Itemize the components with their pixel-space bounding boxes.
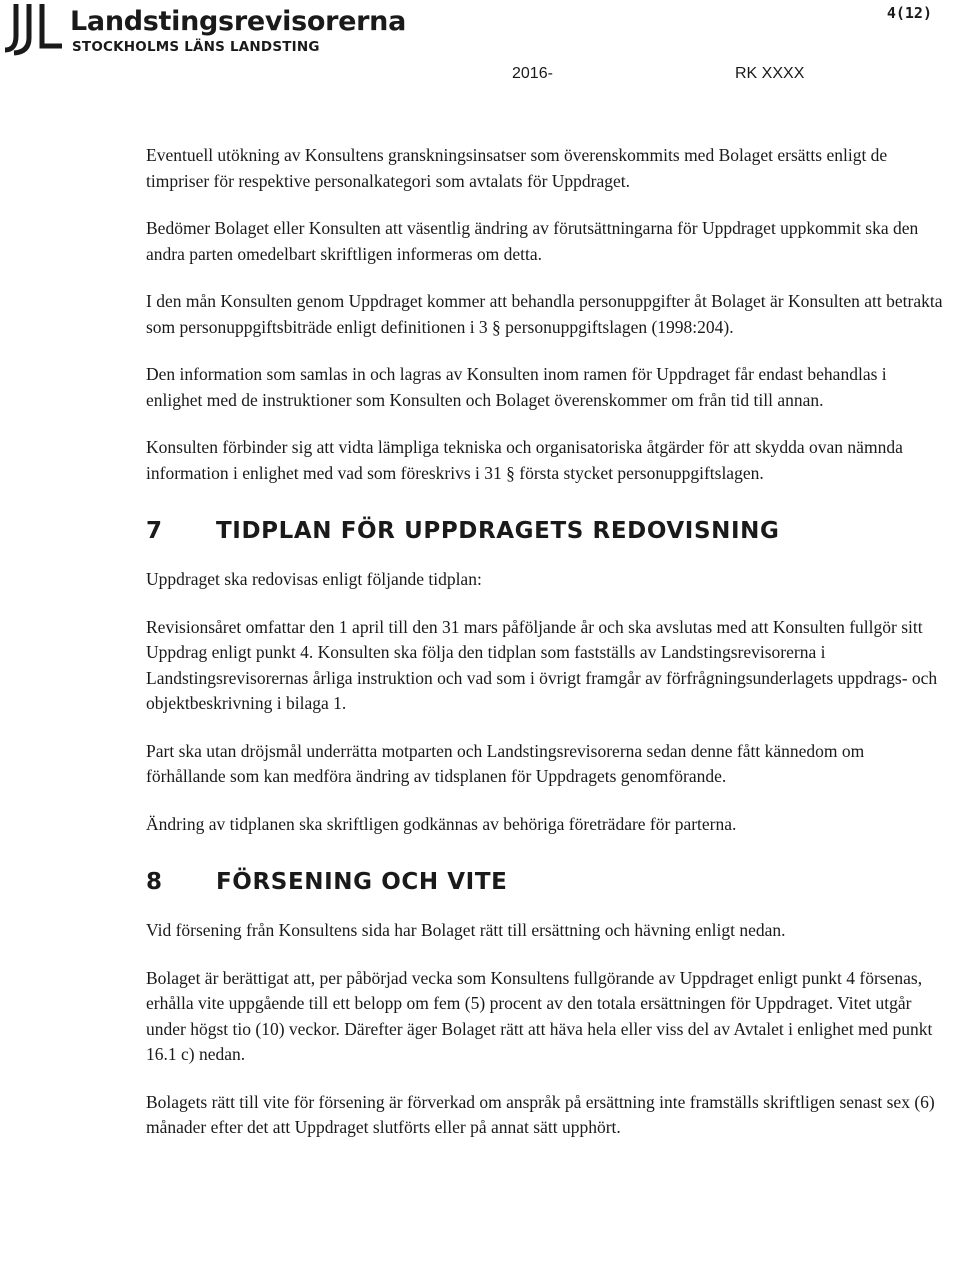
paragraph: Den information som samlas in och lagras av Konsulten inom ramen för Uppdraget får endast behandlas i enlighet med de instruktioner som Konsulten och Bolaget överenskommer om från tid till annan. xyxy=(146,364,887,410)
paragraph: Revisionsåret omfattar den 1 april till den 31 mars påföljande år och ska avslutas med att Konsulten fullgör sitt Uppdrag enligt punkt 4. Konsulten ska följa den tidplan som fastställs av Landstingsrevisorerna i Landstingsrevisorernas årliga instruktion och vad som i övrigt framgår av förfrågningsunderlagets uppdrags- och objektbeskrivning i bilaga 1. xyxy=(146,616,938,713)
paragraph: Vid försening från Konsultens sida har Bolaget rätt till ersättning och hävning enligt nedan. xyxy=(146,920,786,940)
section-title: FÖRSENING OCH VITE xyxy=(216,869,508,895)
paragraph: Eventuell utökning av Konsultens granskningsinsatser som överenskommits med Bolaget ersätts enligt de timpriser för respektive personalkategori som avtalats för Uppdraget. xyxy=(146,145,888,191)
section-heading-7 xyxy=(146,516,946,546)
document-body xyxy=(146,143,946,1163)
landsting-logo-icon xyxy=(2,2,66,56)
org-subtitle: STOCKHOLMS LÄNS LANDSTING xyxy=(72,39,320,55)
paragraph: Part ska utan dröjsmål underrätta motparten och Landstingsrevisorerna sedan denne fått kännedom om förhållande som kan medföra ändring av tidsplanen för Uppdragets genomförande. xyxy=(146,740,865,786)
document-reference: RK XXXX xyxy=(735,65,805,82)
paragraph: Konsulten förbinder sig att vidta lämpliga tekniska och organisatoriska åtgärder för att skydda ovan nämnda information i enlighet med vad som föreskrivs i 31 § första stycket personuppgiftslagen. xyxy=(146,437,903,483)
page-number: 4(12) xyxy=(886,4,932,22)
paragraph: Bedömer Bolaget eller Konsulten att väsentlig ändring av förutsättningarna för Uppdraget uppkommit ska den andra parten omedelbart skriftligen informeras om detta. xyxy=(146,218,919,264)
section-title: TIDPLAN FÖR UPPDRAGETS REDOVISNING xyxy=(216,518,780,544)
paragraph: Bolaget är berättigat att, per påbörjad vecka som Konsultens fullgörande av Uppdraget enligt punkt 4 försenas, erhålla vite uppgående till ett belopp om fem (5) procent av den totala ersättningen för Uppdraget. Vitet utgår under högst tio (10) veckor. Därefter äger Bolaget rätt att häva hela eller viss del av Avtalet i enlighet med punkt 16.1 c) nedan. xyxy=(146,967,933,1064)
paragraph: Ändring av tidplanen ska skriftligen godkännas av behöriga företrädare för parterna. xyxy=(146,813,737,834)
section-number: 8 xyxy=(146,869,163,895)
paragraph: Uppdraget ska redovisas enligt följande tidplan: xyxy=(146,569,482,589)
org-name: Landstingsrevisorerna xyxy=(70,6,407,37)
org-logo xyxy=(2,2,407,58)
section-heading-8 xyxy=(146,867,946,897)
paragraph: I den mån Konsulten genom Uppdraget kommer att behandla personuppgifter åt Bolaget är Konsulten att betrakta som personuppgiftsbiträde enligt definitionen i 3 § personuppgiftslagen (1998:204). xyxy=(146,291,943,337)
document-date: 2016- xyxy=(512,65,553,82)
paragraph: Bolagets rätt till vite för försening är förverkad om anspråk på ersättning inte framställs skriftligen senast sex (6) månader efter det att Uppdraget slutförts eller på annat sätt upphört. xyxy=(146,1091,935,1137)
section-number: 7 xyxy=(146,518,163,544)
